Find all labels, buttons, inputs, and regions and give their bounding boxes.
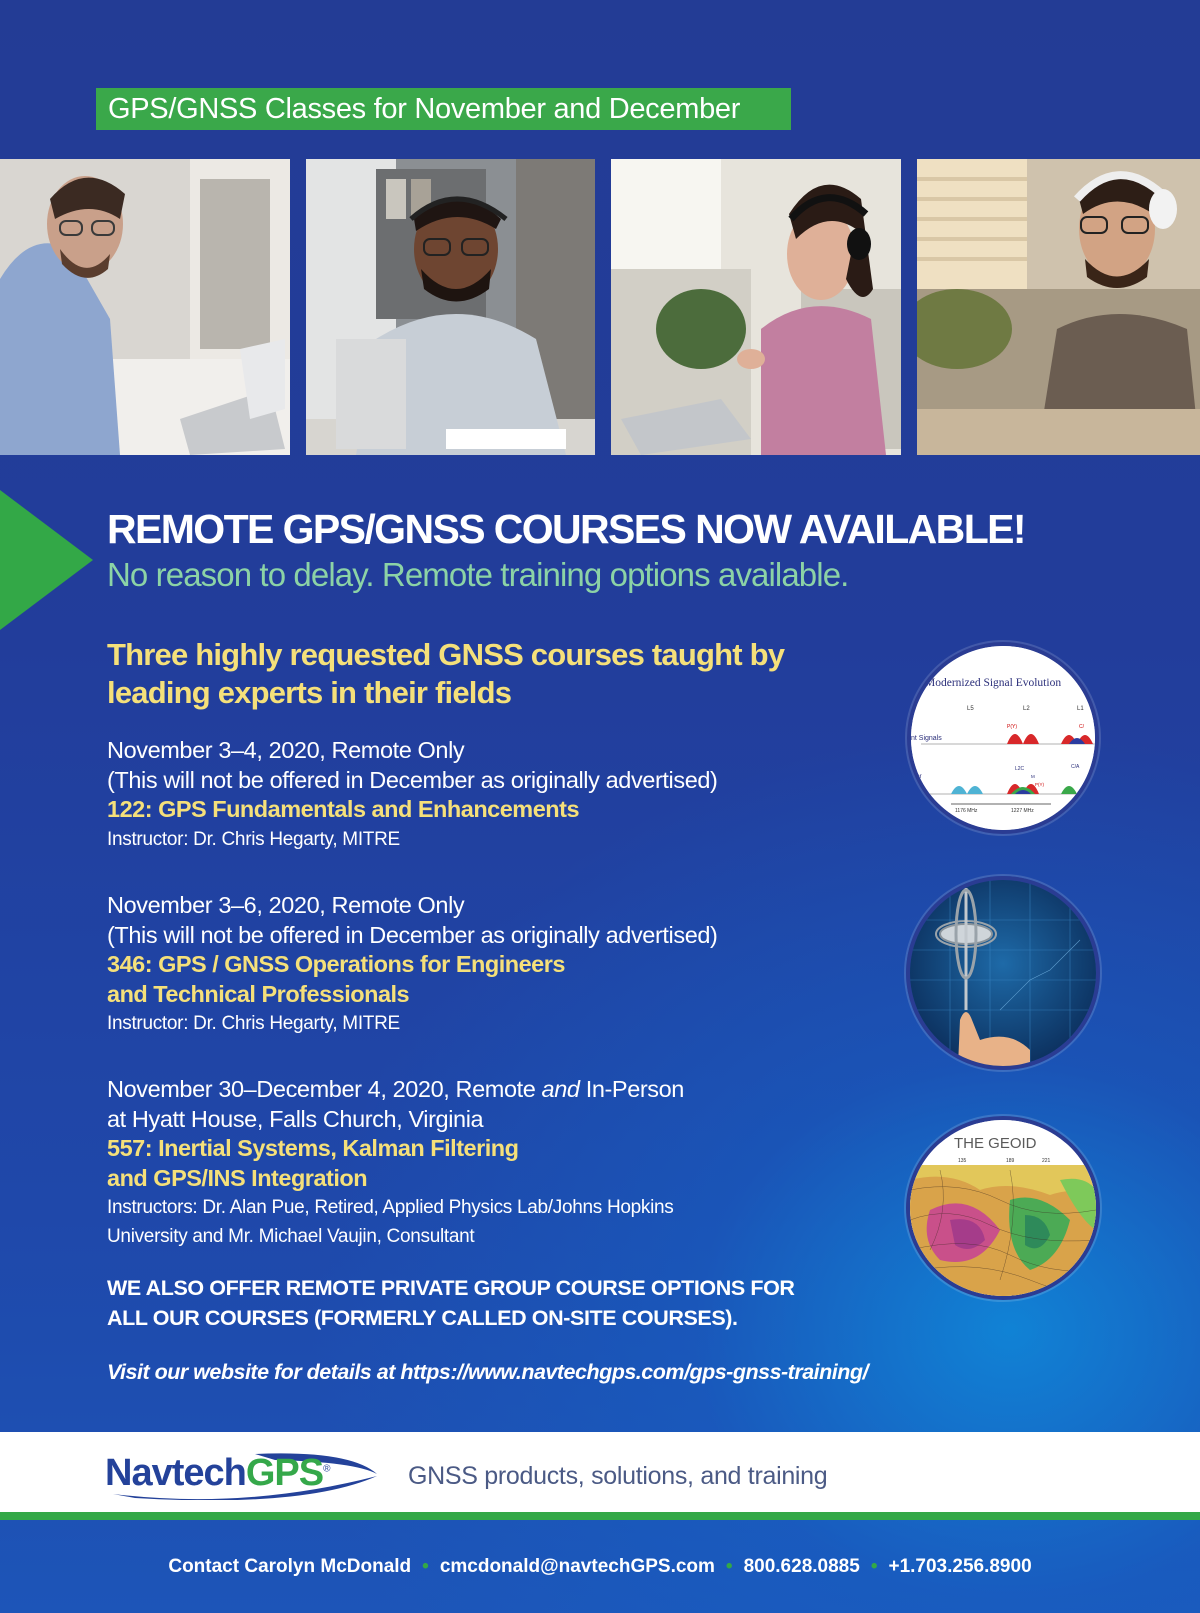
man-with-headset-photo <box>306 159 595 455</box>
contact-bar <box>0 1520 1200 1613</box>
course-title: 557: Inertial Systems, Kalman Filtering <box>107 1135 519 1161</box>
contact-phone-intl[interactable]: +1.703.256.8900 <box>888 1555 1032 1577</box>
course-date <box>107 1075 847 1105</box>
label-py: P(Y) <box>1007 724 1017 730</box>
geoid-tick: 221 <box>1042 1158 1051 1164</box>
navtechgps-logo[interactable] <box>105 1448 385 1500</box>
course-instructor-continued: University and Mr. Michael Vaujin, Consultant <box>107 1226 475 1247</box>
label-ca-2: C/A <box>1071 764 1080 770</box>
band-l5: L5 <box>967 706 974 712</box>
man-with-headphones-photo <box>917 159 1200 455</box>
geoid-circle <box>906 1116 1100 1300</box>
course-date: November 3–4, 2020, Remote Only <box>107 737 465 763</box>
signal-title: Modernized Signal Evolution <box>925 677 1062 689</box>
geoid-tick: 189 <box>1006 1158 1015 1164</box>
course-instructor: Instructor: Dr. Chris Hegarty, MITRE <box>107 1013 400 1034</box>
course-note: (This will not be offered in December as originally advertised) <box>107 921 718 948</box>
course-block-122 <box>107 736 847 854</box>
headline: REMOTE GPS/GNSS COURSES NOW AVAILABLE! <box>107 506 1025 552</box>
course-title: 346: GPS / GNSS Operations for Engineers <box>107 951 565 977</box>
website-link[interactable]: Visit our website for details at https://www.navtechgps.com/gps-gnss-training/ <box>107 1360 868 1384</box>
logo-navtech: Navtech <box>105 1452 246 1494</box>
separator-dot: • <box>422 1555 429 1577</box>
row-label-after: fter <box>913 774 922 780</box>
geoid-tick: 27 <box>1084 1158 1090 1164</box>
freq-1227: 1227 MHz <box>1011 808 1034 814</box>
gyroscope-on-finger-icon <box>910 880 1096 1066</box>
top-banner: GPS/GNSS Classes for November and December <box>96 88 791 130</box>
course-instructor: Instructors: Dr. Alan Pue, Retired, Applied Physics Lab/Johns Hopkins <box>107 1197 674 1218</box>
freq-1176: 1176 MHz <box>955 808 978 814</box>
separator-dot: • <box>725 1555 733 1577</box>
label-py-2: P(Y) <box>1035 782 1044 787</box>
logo-wordmark <box>105 1452 329 1495</box>
course-title-continued: and GPS/INS Integration <box>107 1164 368 1191</box>
course-block-557 <box>107 1075 847 1251</box>
separator-dot: • <box>870 1555 878 1577</box>
intro-text: Three highly requested GNSS courses taught by leading experts in their fields <box>107 637 785 710</box>
course-note: at Hyatt House, Falls Church, Virginia <box>107 1105 484 1132</box>
contact-phone-tollfree[interactable]: 800.628.0885 <box>743 1555 860 1577</box>
band-l1: L1 <box>1077 706 1084 712</box>
tagline: GNSS products, solutions, and training <box>408 1462 828 1490</box>
geoid-tick: 99 <box>912 1158 918 1164</box>
woman-with-headphones-photo <box>611 159 901 455</box>
label-m: M <box>1031 774 1035 779</box>
course-note: (This will not be offered in December as originally advertised) <box>107 766 718 793</box>
label-l2c: L2C <box>1015 766 1025 772</box>
subheadline: No reason to delay. Remote training options available. <box>107 556 849 593</box>
photo-strip <box>0 159 1200 455</box>
contact-email[interactable]: cmcdonald@navtechGPS.com <box>439 1555 715 1577</box>
geoid-tick: 135 <box>958 1158 967 1164</box>
man-with-laptop-photo <box>0 159 290 455</box>
row-label-tion: tion <box>911 783 921 789</box>
course-date-part: November 30–December 4, 2020, Remote <box>107 1076 542 1102</box>
footer-green-rule <box>0 1512 1200 1520</box>
course-block-346 <box>107 891 847 1038</box>
course-date-part: In-Person <box>579 1076 684 1102</box>
course-date: November 3–6, 2020, Remote Only <box>107 892 465 918</box>
gyroscope-circle <box>906 876 1100 1070</box>
course-title: 122: GPS Fundamentals and Enhancements <box>107 796 580 822</box>
course-date-emphasis: and <box>541 1076 580 1102</box>
band-l2: L2 <box>1023 706 1030 712</box>
label-ca: C/ <box>1079 724 1084 730</box>
green-arrow-decoration <box>0 490 93 630</box>
geoid-title: THE GEOID <box>954 1135 1037 1152</box>
row-label-current: nt Signals <box>911 735 942 742</box>
registered-mark: ® <box>323 1463 330 1475</box>
group-course-offer: WE ALSO OFFER REMOTE PRIVATE GROUP COURSE OPTIONS FOR ALL OUR COURSES (FORMERLY CALLED ON-SITE COURSES). <box>107 1276 795 1330</box>
course-title-continued: and Technical Professionals <box>107 980 410 1007</box>
signal-evolution-circle <box>907 642 1099 834</box>
logo-gps: GPS <box>245 1452 324 1494</box>
course-instructor: Instructor: Dr. Chris Hegarty, MITRE <box>107 828 400 850</box>
contact-name: Contact Carolyn McDonald <box>168 1555 412 1577</box>
